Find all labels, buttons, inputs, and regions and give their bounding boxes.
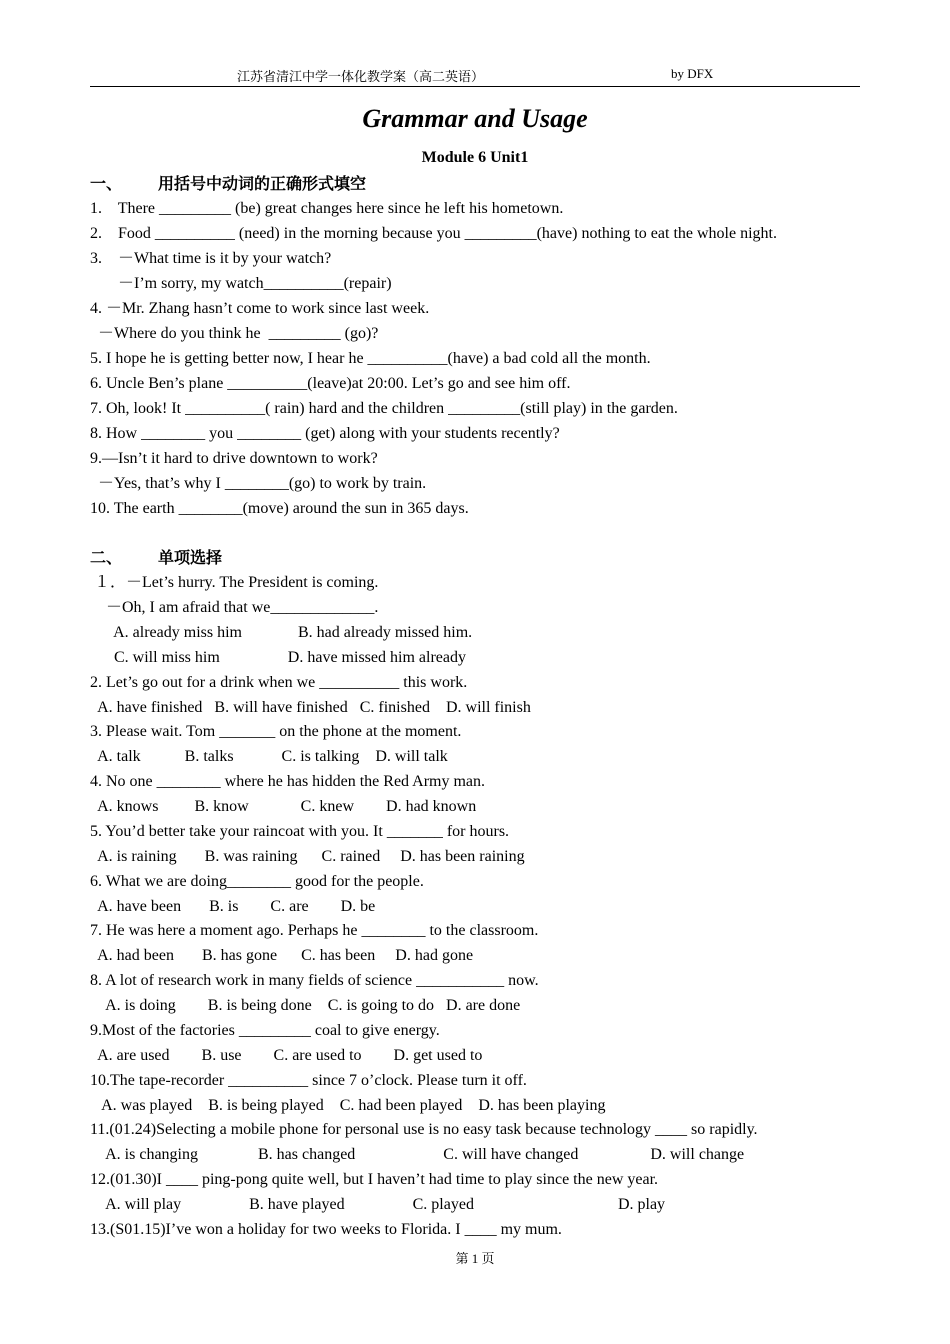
page-footer: 第 1 页 xyxy=(455,1251,495,1266)
options-line: A. talk B. talks C. is talking D. will talk xyxy=(90,748,448,765)
exercise-line: 9.—Isn’t it hard to drive downtown to work? xyxy=(90,450,378,467)
options-line: A. had been B. has gone C. has been D. had gone xyxy=(90,947,474,964)
options-line: A. have finished B. will have finished C. finished D. will finish xyxy=(90,699,531,716)
section2-heading: 单项选择 xyxy=(158,548,223,567)
question-line: 9.Most of the factories _________ coal to give energy. xyxy=(90,1022,440,1039)
header-school: 江苏省清江中学一体化教学案（高二英语） xyxy=(237,69,485,84)
header-author: by DFX xyxy=(671,66,714,81)
exercise-line: 4. －Mr. Zhang hasn’t come to work since last week. xyxy=(90,300,430,317)
options-line: A. was played B. is being played C. had been played D. has been playing xyxy=(90,1097,606,1114)
question-line: －Oh, I am afraid that we_____________. xyxy=(90,599,379,616)
question-line: 13.(S01.15)I’ve won a holiday for two weeks to Florida. I ____ my mum. xyxy=(90,1221,562,1238)
page-subtitle: Module 6 Unit1 xyxy=(421,149,529,166)
exercise-line: 3. －What time is it by your watch? xyxy=(90,250,332,267)
options-line: A. already miss him B. had already missed him. xyxy=(90,624,473,641)
options-line: A. is raining B. was raining C. rained D. has been raining xyxy=(90,848,525,865)
question-line: １．－Let’s hurry. The President is coming. xyxy=(90,574,379,591)
exercise-line: －I’m sorry, my watch__________(repair) xyxy=(90,275,392,292)
question-line: 6. What we are doing________ good for the people. xyxy=(90,873,424,890)
options-line: A. are used B. use C. are used to D. get used to xyxy=(90,1047,483,1064)
exercise-line: 2. Food __________ (need) in the morning because you _________(have) nothing to eat the whole night. xyxy=(90,225,777,242)
options-line: A. knows B. know C. knew D. had known xyxy=(90,798,477,815)
question-line: 4. No one ________ where he has hidden the Red Army man. xyxy=(90,773,486,790)
exercise-line: 5. I hope he is getting better now, I hear he __________(have) a bad cold all the month. xyxy=(90,350,651,367)
exercise-line: －Where do you think he _________ (go)? xyxy=(90,325,379,342)
exercise-line: －Yes, that’s why I ________(go) to work by train. xyxy=(90,475,427,492)
options-line: A. have been B. is C. are D. be xyxy=(90,898,376,915)
section1-number: 一、 xyxy=(90,174,123,193)
question-line: 7. He was here a moment ago. Perhaps he ________ to the classroom. xyxy=(90,922,539,939)
question-line: 12.(01.30)I ____ ping-pong quite well, but I haven’t had time to play since the new year. xyxy=(90,1171,659,1188)
question-line: 11.(01.24)Selecting a mobile phone for personal use is no easy task because technology ____ so rapidly. xyxy=(90,1121,758,1138)
question-line: 8. A lot of research work in many fields of science ___________ now. xyxy=(90,972,539,989)
exercise-line: 6. Uncle Ben’s plane __________(leave)at 20:00. Let’s go and see him off. xyxy=(90,375,571,392)
exercise-line: 7. Oh, look! It __________( rain) hard and the children _________(still play) in the garden. xyxy=(90,400,678,417)
page-title: Grammar and Usage xyxy=(362,104,588,133)
options-line: A. is doing B. is being done C. is going to do D. are done xyxy=(90,997,521,1014)
options-line: C. will miss him D. have missed him already xyxy=(90,649,466,666)
page-header xyxy=(90,66,860,87)
exercise-line: 8. How ________ you ________ (get) along with your students recently? xyxy=(90,425,560,442)
question-line: 3. Please wait. Tom _______ on the phone at the moment. xyxy=(90,723,462,740)
section1-heading: 用括号中动词的正确形式填空 xyxy=(158,174,367,193)
question-line: 10.The tape-recorder __________ since 7 o’clock. Please turn it off. xyxy=(90,1072,527,1089)
options-line: A. will play B. have played C. played D. play xyxy=(90,1196,666,1213)
question-line: 2. Let’s go out for a drink when we __________ this work. xyxy=(90,674,468,691)
question-line: 5. You’d better take your raincoat with you. It _______ for hours. xyxy=(90,823,510,840)
options-line: A. is changing B. has changed C. will have changed D. will change xyxy=(90,1146,745,1163)
exercise-line: 10. The earth ________(move) around the sun in 365 days. xyxy=(90,500,469,517)
exercise-line: 1. There _________ (be) great changes here since he left his hometown. xyxy=(90,200,564,217)
section2-number: 二、 xyxy=(90,548,123,567)
